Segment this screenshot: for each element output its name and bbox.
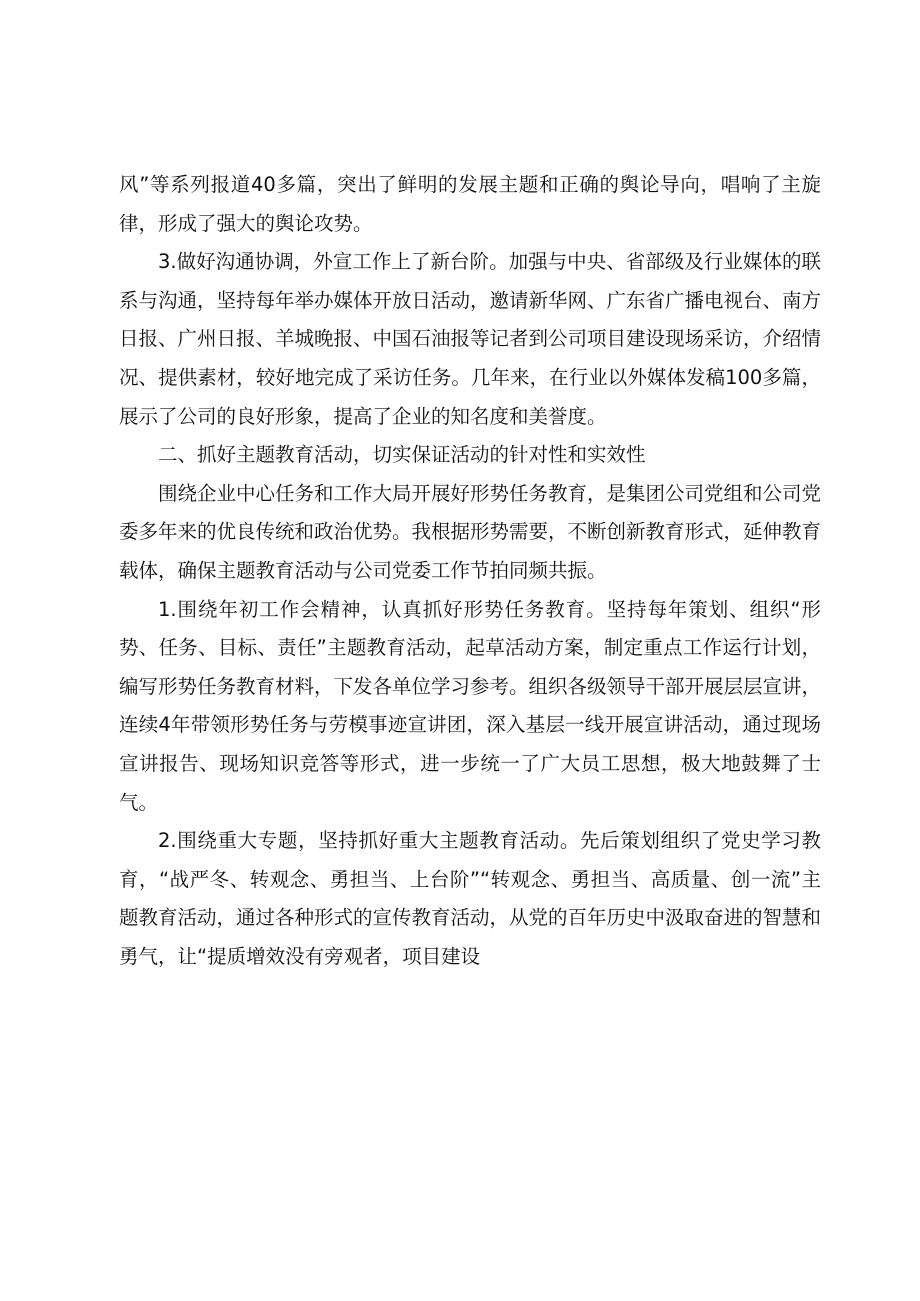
document-body bbox=[119, 166, 821, 976]
paragraph-continuation: 风”等系列报道40多篇，突出了鲜明的发展主题和正确的舆论导向，唱响了主旋律，形成了强大的舆论攻势。 bbox=[119, 173, 821, 235]
section-heading-2: 二、抓好主题教育活动，切实保证活动的针对性和实效性 bbox=[158, 443, 646, 467]
paragraph-item-3: 3.做好沟通协调，外宣工作上了新台阶。加强与中央、省部级及行业媒体的联系与沟通，坚持每年举办媒体开放日活动，邀请新华网、广东省广播电视台、南方日报、广州日报、羊城晚报、中国石油报等记者到公司项目建设现场采访，介绍情况、提供素材，较好地完成了采访任务。几年来，在行业以外媒体发稿100多篇，展示了公司的良好形象，提高了企业的知名度和美誉度。 bbox=[119, 250, 822, 428]
paragraph-item-1: 1.围绕年初工作会精神，认真抓好形势任务教育。坚持每年策划、组织“形势、任务、目标、责任”主题教育活动，起草活动方案，制定重点工作运行计划，编写形势任务教育材料，下发各单位学习参考。组织各级领导干部开展层层宣讲，连续4年带领形势任务与劳模事迹宣讲团，深入基层一线开展宣讲活动，通过现场宣讲报告、现场知识竞答等形式，进一步统一了广大员工思想，极大地鼓舞了士气。 bbox=[119, 597, 822, 814]
paragraph-section-intro: 围绕企业中心任务和工作大局开展好形势任务教育，是集团公司党组和公司党委多年来的优良传统和政治优势。我根据形势需要，不断创新教育形式，延伸教育载体，确保主题教育活动与公司党委工作节拍同频共振。 bbox=[119, 481, 822, 582]
paragraph-item-2: 2.围绕重大专题，坚持抓好重大主题教育活动。先后策划组织了党史学习教育，“战严冬、转观念、勇担当、上台阶”“转观念、勇担当、高质量、创一流”主题教育活动，通过各种形式的宣传教育活动，从党的百年历史中汲取奋进的智慧和勇气，让“提质增效没有旁观者，项目建设 bbox=[119, 829, 822, 968]
